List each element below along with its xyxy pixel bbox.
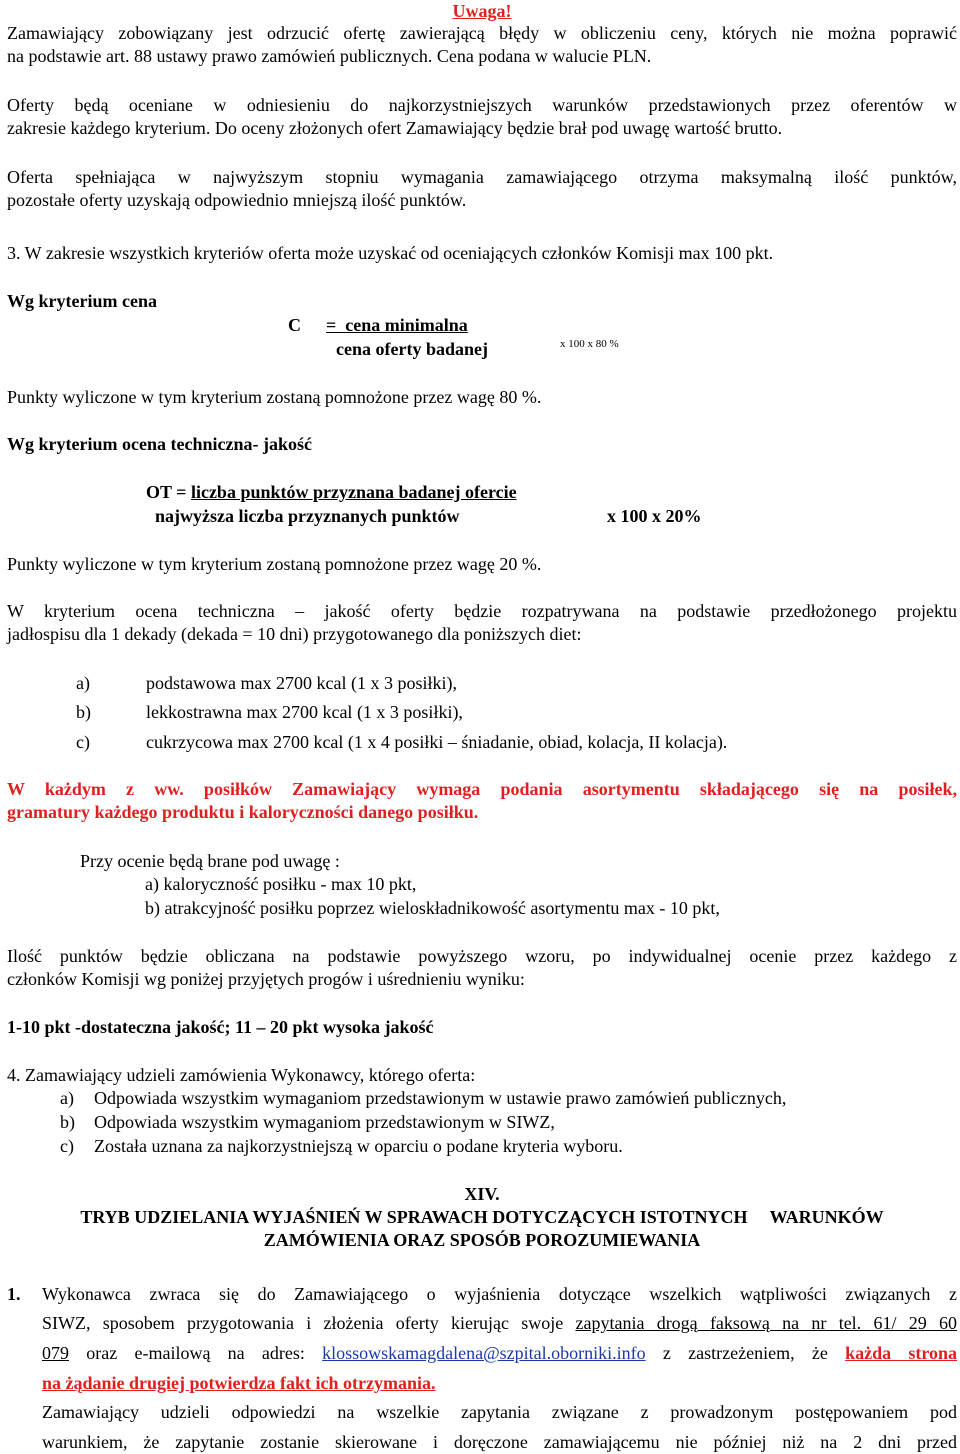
paragraph-line: Oferty będą oceniane w odniesieniu do najkorzystniejszych warunków przedstawionych przez oferentów w [7, 95, 957, 115]
assessment-intro: Przy ocenie będą brane pod uwagę : [80, 851, 340, 871]
list-item: c) Została uznana za najkorzystniejszą w oparciu o podane kryteria wyboru. [60, 1136, 623, 1156]
item-number: 1. [7, 1284, 21, 1304]
email-link[interactable]: klossowskamagdalena@szpital.oborniki.info [322, 1343, 646, 1363]
list-item: a) podstawowa max 2700 kcal (1 x 3 posiłki), [76, 673, 457, 693]
paragraph-line: 079 oraz e-mailową na adres: klossowskamagdalena@szpital.oborniki.info z zastrzeżeniem, że każda strona [42, 1343, 957, 1363]
formula-numerator: liczba punktów przyznana badanej ofercie [190, 482, 517, 502]
price-weight-note: Punkty wyliczone w tym kryterium zostaną pomnożone przez wagę 80 %. [7, 387, 542, 407]
paragraph-line: jadłospisu dla 1 dekady (dekada = 10 dni) przygotowanego dla poniższych diet: [7, 624, 582, 644]
list-item: b) atrakcyjność posiłku poprzez wieloskładnikowość asortymentu max - 10 pkt, [145, 898, 720, 918]
paragraph-line: Ilość punktów będzie obliczana na podstawie powyższego wzoru, po indywidualnej ocenie przez każdego z [7, 946, 957, 966]
formula-multiplier: x 100 x 20% [607, 506, 702, 526]
award-intro: 4. Zamawiający udzieli zamówienia Wykonawcy, którego oferta: [7, 1065, 476, 1085]
price-formula [288, 314, 468, 337]
list-item: b) lekkostrawna max 2700 kcal (1 x 3 posiłki), [76, 702, 463, 722]
paragraph-line: SIWZ, sposobem przygotowania i złożenia oferty kierując swoje zapytania drogą faksową na nr tel. 61/ 29 60 [42, 1313, 957, 1333]
list-item: c) cukrzycowa max 2700 kcal (1 x 4 posiłki – śniadanie, obiad, kolacja, II kolacja). [76, 732, 728, 752]
formula-eq: = [326, 315, 337, 335]
tech-criterion-heading: Wg kryterium ocena techniczna- jakość [7, 434, 312, 454]
paragraph-line: Zamawiający udzieli odpowiedzi na wszelkie zapytania związane z prowadzonym postępowaniem pod [42, 1402, 957, 1422]
list-item: a) Odpowiada wszystkim wymaganiom przedstawionym w ustawie prawo zamówień publicznych, [60, 1088, 787, 1108]
formula-symbol: C [288, 315, 301, 335]
paragraph-line: Oferta spełniająca w najwyższym stopniu wymagania zamawiającego otrzyma maksymalną ilość punktów, [7, 167, 957, 187]
tech-formula [146, 481, 517, 504]
warning-title: Uwaga! [452, 1, 512, 21]
tech-weight-note: Punkty wyliczone w tym kryterium zostaną pomnożone przez wagę 20 %. [7, 554, 542, 574]
paragraph-line: Wykonawca zwraca się do Zamawiającego o wyjaśnienia dotyczące wszelkich wątpliwości związanych z [42, 1284, 957, 1304]
thresholds: 1-10 pkt -dostateczna jakość; 11 – 20 pkt wysoka jakość [7, 1017, 434, 1037]
section-title: TRYB UDZIELANIA WYJAŚNIEŃ W SPRAWACH DOTYCZĄCYCH ISTOTNYCH WARUNKÓW [80, 1207, 884, 1227]
price-criterion-heading: Wg kryterium cena [7, 291, 157, 311]
formula-numerator: = cena minimalna [326, 315, 468, 335]
formula-denominator: najwyższa liczba przyznanych punktów [155, 506, 460, 526]
formula-denominator: cena oferty badanej [336, 339, 488, 359]
max-points-line: 3. W zakresie wszystkich kryteriów oferta może uzyskać od oceniających członków Komisji max 100 pkt. [7, 243, 774, 263]
paragraph-line: zakresie każdego kryterium. Do oceny złożonych ofert Zamawiający będzie brał pod uwagę wartość brutto. [7, 118, 783, 138]
list-item: a) kaloryczność posiłku - max 10 pkt, [145, 874, 417, 894]
paragraph-line: członków Komisji wg poniżej przyjętych progów i uśrednieniu wyniku: [7, 969, 525, 989]
paragraph-line: Zamawiający zobowiązany jest odrzucić ofertę zawierającą błędy w obliczeniu ceny, których nie można poprawić [7, 23, 957, 43]
paragraph-line: pozostałe oferty uzyskają odpowiednio mniejszą ilość punktów. [7, 190, 467, 210]
formula-prefix: OT = [146, 482, 191, 502]
section-title: ZAMÓWIENIA ORAZ SPOSÓB POROZUMIEWANIA [263, 1230, 701, 1250]
paragraph-line: na żądanie drugiej potwierdza fakt ich otrzymania. [42, 1373, 436, 1393]
red-note-line: gramatury każdego produktu i kaloryczności danego posiłku. [7, 802, 479, 822]
list-item: b) Odpowiada wszystkim wymaganiom przedstawionym w SIWZ, [60, 1112, 555, 1132]
paragraph-line: W kryterium ocena techniczna – jakość oferty będzie rozpatrywana na podstawie przedłożonego projektu [7, 601, 957, 621]
red-note-line: W każdym z ww. posiłków Zamawiający wymaga podania asortymentu składającego się na posiłek, [7, 779, 957, 799]
paragraph-line: na podstawie art. 88 ustawy prawo zamówień publicznych. Cena podana w walucie PLN. [7, 46, 652, 66]
section-number: XIV. [464, 1184, 500, 1204]
formula-multiplier: x 100 x 80 % [560, 338, 619, 350]
paragraph-line: warunkiem, że zapytanie zostanie skierowane i doręczone zamawiającemu nie później niż na 2 dni przed [42, 1432, 957, 1452]
